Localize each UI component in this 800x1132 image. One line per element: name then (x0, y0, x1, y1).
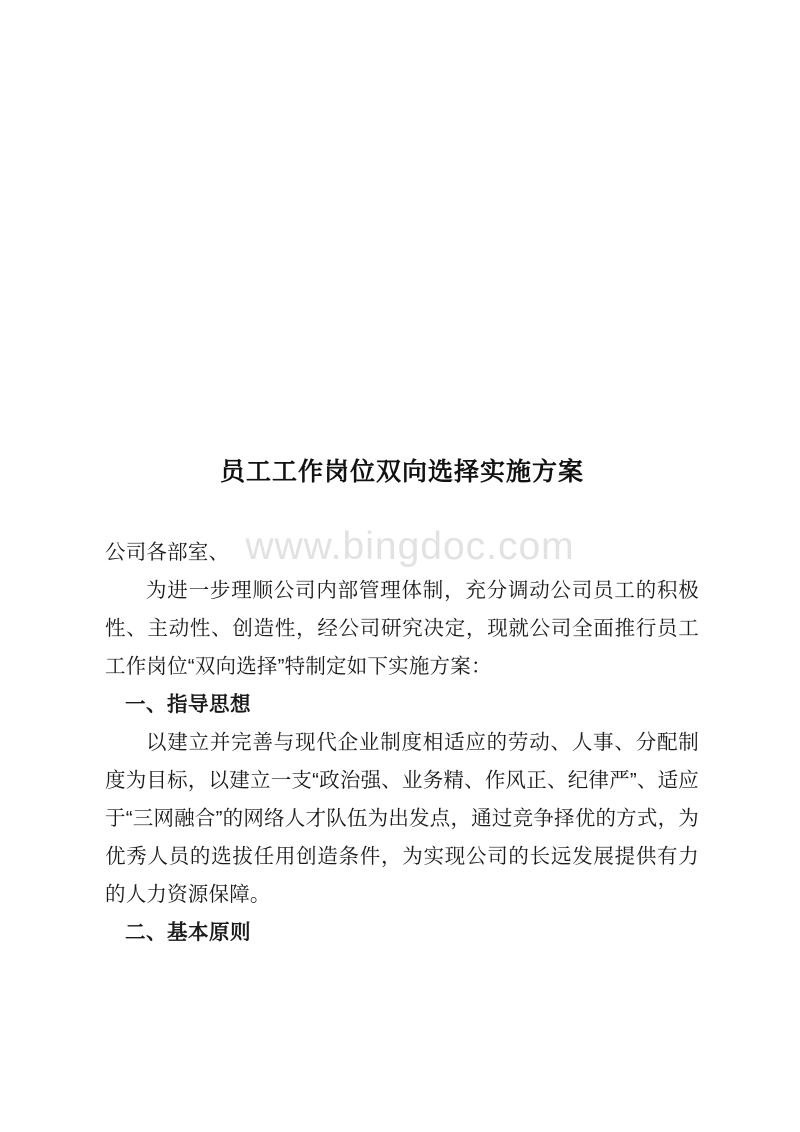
section-heading-2: 二、基本原则 (125, 921, 251, 944)
watermark-text: www.bingdoc.com (245, 525, 575, 568)
page-title: 员工工作岗位双向选择实施方案 (219, 458, 584, 486)
title-spacer (105, 494, 699, 534)
salutation-paragraph: 公司各部室、 (105, 541, 230, 564)
section-heading-1: 一、指导思想 (125, 693, 251, 716)
section-body-1: 以建立并完善与现代企业制度相适应的劳动、人事、分配制度为目标，以建立一支“政治强、业务精、作风正、纪律严”、适应于“三网融合”的网络人才队伍为出发点，通过竞争择优的方式，为优秀人员的选拔任用创造条件，为实现公司的长远发展提供有力的人力资源保障。 (105, 731, 699, 906)
intro-paragraph: 为进一步理顺公司内部管理体制，充分调动公司员工的积极性、主动性、创造性，经公司研究决定，现就公司全面推行员工工作岗位“双向选择”特制定如下实施方案： (105, 579, 699, 678)
document-body (105, 455, 699, 952)
